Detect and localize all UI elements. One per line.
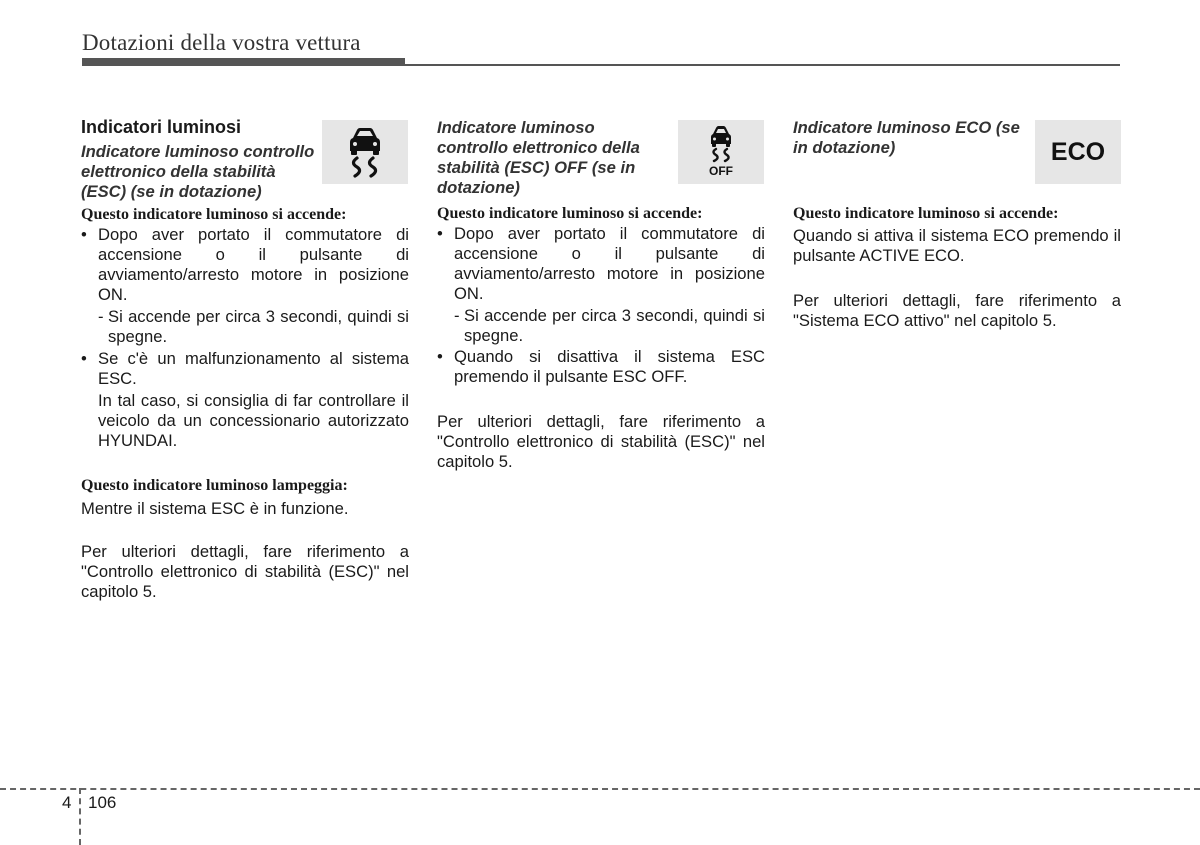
eco-text: Quando si attiva il sistema ECO premendo il pulsante ACTIVE ECO. <box>793 226 1121 265</box>
list-item <box>437 347 765 387</box>
bullet-continuation: In tal caso, si consiglia di far controllare il veicolo da un concessionario autorizzato HYUNDAI. <box>98 391 409 450</box>
subitem-text: Si accende per circa 3 secondi, quindi si spegne. <box>464 306 765 345</box>
chapter-number: 4 <box>62 793 72 812</box>
bullet-text: Dopo aver portato il commutatore di accensione o il pulsante di avviamento/arresto motore in posizione ON. <box>454 224 765 303</box>
bullet-text: Dopo aver portato il commutatore di accensione o il pulsante di avviamento/arresto motore in posizione ON. <box>98 225 409 304</box>
list-item <box>81 349 409 389</box>
section-heading: Indicatori luminosi <box>81 117 242 137</box>
label-on: Questo indicatore luminoso si accende: <box>437 205 703 222</box>
bullet-glyph: • <box>437 347 443 366</box>
esc-off-subtitle: Indicatore luminoso controllo elettronico della stabilità (ESC) OFF (se in dotazione) <box>437 118 640 197</box>
label-on: Questo indicatore luminoso si accende: <box>81 206 347 223</box>
column-esc <box>81 116 409 602</box>
column-esc-off <box>437 118 765 472</box>
esc-subtitle: Indicatore luminoso controllo elettronico della stabilità (ESC) (se in dotazione) <box>81 142 315 201</box>
list-subitem <box>437 306 765 346</box>
list-item <box>437 224 765 304</box>
footer-rule <box>0 788 1200 790</box>
off-label: OFF <box>709 164 733 178</box>
label-on: Questo indicatore luminoso si accende: <box>793 205 1059 222</box>
header-title: Dotazioni della vostra vettura <box>82 30 361 55</box>
list-item <box>81 225 409 305</box>
footer-separator <box>79 788 81 845</box>
label-blink: Questo indicatore luminoso lampeggia: <box>81 477 348 494</box>
dash-glyph: - <box>98 307 104 326</box>
bullet-text: Se c'è un malfunzionamento al sistema ESC. <box>98 349 409 388</box>
dash-glyph: - <box>454 306 460 325</box>
bullet-glyph: • <box>81 349 87 368</box>
bullet-glyph: • <box>81 225 87 244</box>
page-number: 106 <box>88 793 117 812</box>
more-info-text: Per ulteriori dettagli, fare riferimento a "Controllo elettronico di stabilità (ESC)" nel capitolo 5. <box>437 412 765 471</box>
blink-text: Mentre il sistema ESC è in funzione. <box>81 499 349 518</box>
eco-label: ECO <box>1050 138 1106 166</box>
eco-subtitle: Indicatore luminoso ECO (se in dotazione) <box>793 118 1020 157</box>
subitem-text: Si accende per circa 3 secondi, quindi si spegne. <box>108 307 409 346</box>
column-eco <box>793 118 1121 331</box>
more-info-text: Per ulteriori dettagli, fare riferimento a "Controllo elettronico di stabilità (ESC)" nel capitolo 5. <box>81 542 409 601</box>
bullet-text: Quando si disattiva il sistema ESC premendo il pulsante ESC OFF. <box>454 347 765 386</box>
header-rule <box>82 64 1120 66</box>
list-subitem <box>81 307 409 347</box>
more-info-text: Per ulteriori dettagli, fare riferimento a "Sistema ECO attivo" nel capitolo 5. <box>793 291 1121 330</box>
bullet-glyph: • <box>437 224 443 243</box>
